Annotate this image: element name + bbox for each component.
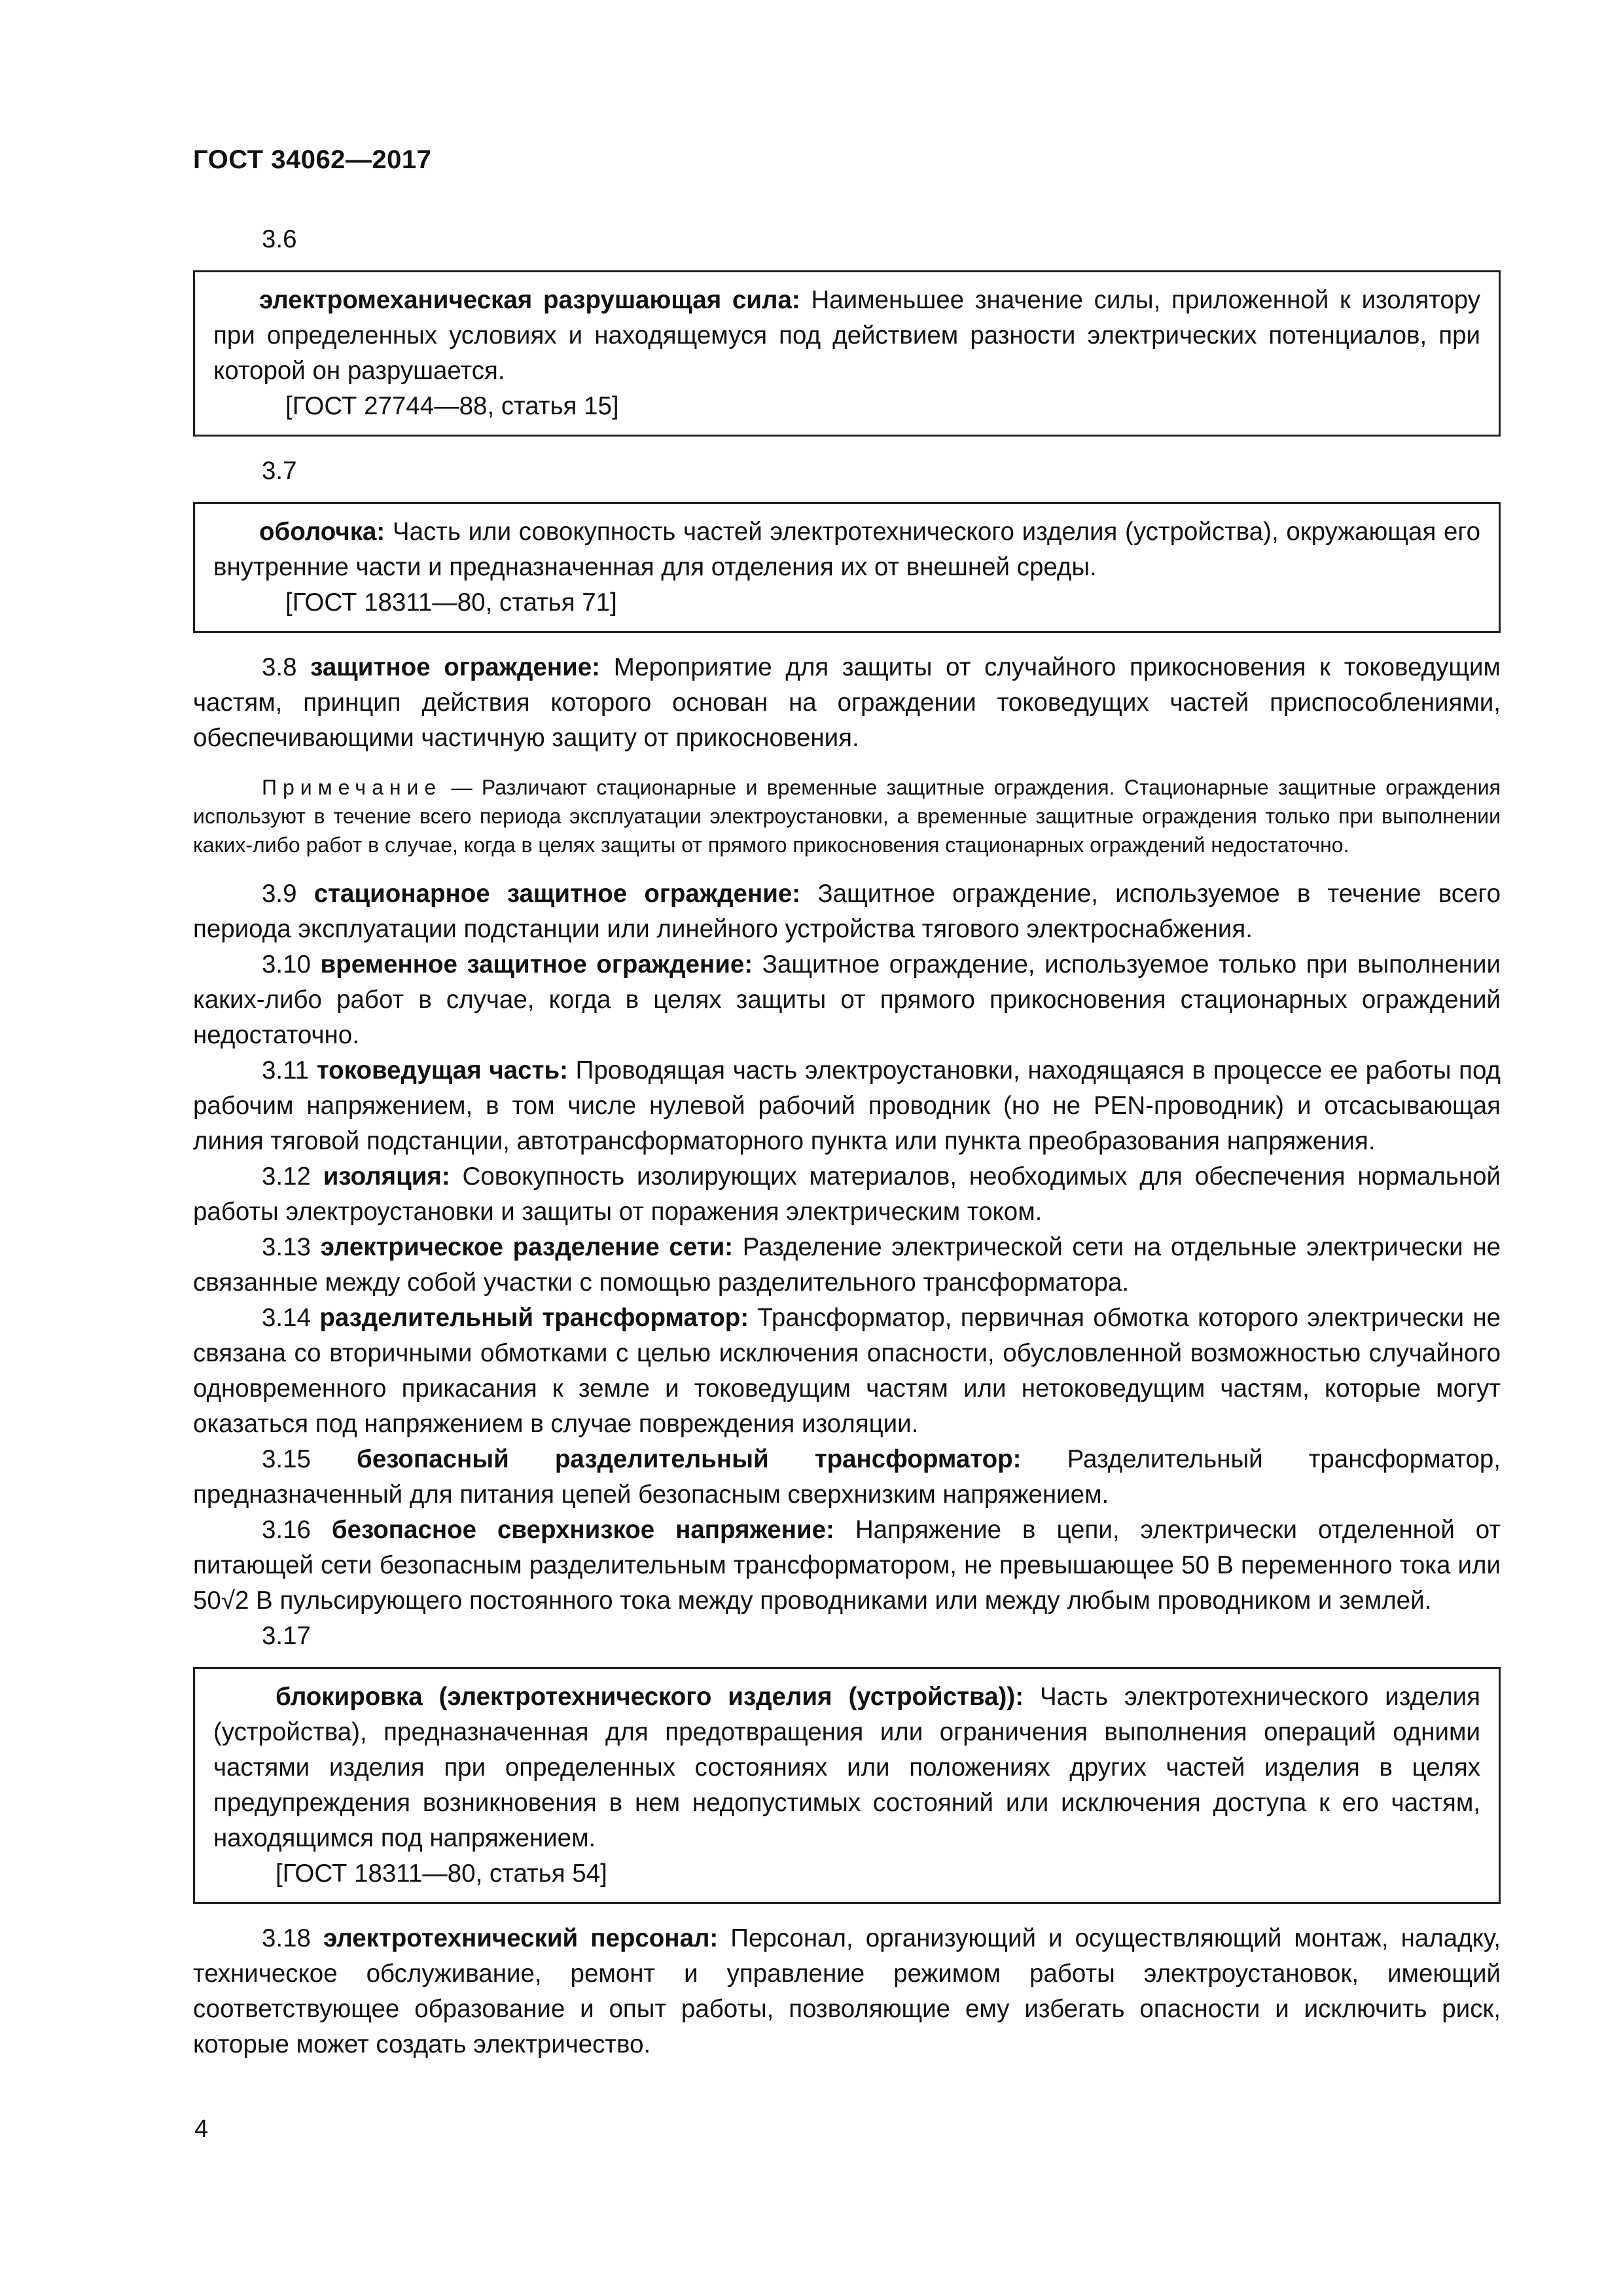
definition-3-6 [213,283,1480,389]
term-3-15: безопасный разделительный трансформатор: [357,1445,1022,1473]
entry-3-10 [193,947,1501,1053]
term-3-11: токоведущая часть: [316,1056,568,1085]
entry-number-3-18: 3.18 [262,1924,311,1952]
term-3-6: электромеханическая разрушающая сила: [259,286,800,314]
entry-number-3-13: 3.13 [262,1233,311,1261]
definition-text-3-13: Разделение электрической сети на отдельные электрически не связанные между собой участки с помощью разделительного трансформатора. [193,1233,1501,1297]
entry-number-3-11: 3.11 [262,1056,310,1085]
entry-number-3-7: 3.7 [262,457,297,485]
term-3-13: электрическое разделение сети: [320,1233,734,1261]
definition-text-3-18: Персонал, организующий и осуществляющий монтаж, наладку, техническое обслуживание, ремонт и управление режимом работы электроустановок, имеющий соответствующее образование и опыт работы, позволяющие ему избегать опасности и исключить риск, которые может создать электричество. [193,1924,1501,2058]
definition-text-3-8: Мероприятие для защиты от случайного прикосновения к токоведущим частям, принцип действия которого основан на ограждении токоведущих частей приспособлениями, обеспечивающими частичную защиту от прикосновения. [193,653,1501,752]
entry-number-3-12: 3.12 [262,1162,311,1191]
term-3-12: изоляция: [323,1162,450,1191]
standard-header: ГОСТ 34062—2017 [193,145,432,174]
source-3-7: [ГОСТ 18311—80, статья 71] [285,588,617,617]
entry-number-3-10: 3.10 [262,950,311,978]
term-3-17: блокировка (электротехнического изделия (устройства)): [276,1683,1024,1711]
definition-box-3-17 [193,1667,1501,1904]
term-3-14: разделительный трансформатор: [319,1304,749,1332]
entry-3-13 [193,1230,1501,1300]
entry-number-3-15: 3.15 [262,1445,311,1473]
entry-3-9 [193,876,1501,947]
note-label: Примечание [262,776,442,799]
definition-3-17 [213,1679,1480,1856]
definition-text-3-17: Часть электротехнического изделия (устройства), предназначенная для предотвращения или ограничения выполнения операций одними частями изделия при определенных состояниях или положениях других частей изделия в целях предупреждения возникновения в нем недопустимых состояний или исключения доступа к его частям, находящимся под напряжением. [213,1683,1480,1852]
entry-3-11 [193,1053,1501,1159]
note [193,773,1501,859]
entry-3-14 [193,1300,1501,1442]
definition-text-3-11: Проводящая часть электроустановки, находящаяся в процессе ее работы под рабочим напряжением, в том числе нулевой рабочий проводник (но не PEN-проводник) и отсасывающая линия тяговой подстанции, автотрансформаторного пункта или пункта преобразования напряжения. [193,1056,1501,1155]
definition-text-3-14: Трансформатор, первичная обмотка которого электрически не связана со вторичными обмотками с целью исключения опасности, обусловленной возможностью случайного одновременного прикасания к земле и токоведущим частям или нетоковедущим частям, которые могут оказаться под напряжением в случае повреждения изоляции. [193,1304,1501,1438]
term-3-9: стационарное защитное ограждение: [313,880,801,908]
definition-3-7 [213,514,1480,585]
term-3-18: электротехнический персонал: [323,1924,719,1952]
term-3-16: безопасное сверхнизкое напряжение: [331,1516,834,1544]
definition-box-3-7 [193,502,1501,633]
definition-text-3-10: Защитное ограждение, используемое только при выполнении каких-либо работ в случае, когда в целях защиты от прямого прикосновения стационарных ограждений недостаточно. [193,950,1501,1049]
entry-3-8 [193,650,1501,756]
entry-number-3-17: 3.17 [262,1622,311,1650]
entry-3-18 [193,1921,1501,2062]
term-3-8: защитное ограждение: [310,653,601,681]
entry-number-3-14: 3.14 [262,1304,311,1332]
definition-text-3-16: Напряжение в цепи, электрически отделенной от питающей сети безопасным разделительным трансформатором, не превышающее 50 В переменного тока или 50√2 В пульсирующего постоянного тока между проводниками или между любым проводником и землей. [193,1516,1501,1615]
document-page [193,145,1501,2062]
definition-text-3-15: Разделительный трансформатор, предназначенный для питания цепей безопасным сверхнизким напряжением. [193,1445,1501,1509]
entry-3-15 [193,1442,1501,1513]
entry-number-3-8: 3.8 [262,653,297,681]
definition-text-3-12: Совокупность изолирующих материалов, необходимых для обеспечения нормальной работы электроустановки и защиты от поражения электрическим током. [193,1162,1501,1226]
source-3-6: [ГОСТ 27744—88, статья 15] [285,392,619,420]
definition-text-3-7: Часть или совокупность частей электротехнического изделия (устройства), окружающая его внутренние части и предназначенная для отделения их от внешней среды. [213,518,1481,581]
entry-3-12 [193,1159,1501,1230]
note-text: — Различают стационарные и временные защитные ограждения. Стационарные защитные ограждения используют в течение всего периода эксплуатации электроустановки, а временные защитные ограждения только при выполнении каких-либо работ в случае, когда в целях защиты от прямого прикосновения стационарных ограждений недостаточно. [193,776,1501,857]
entry-3-16 [193,1513,1501,1619]
source-3-17: [ГОСТ 18311—80, статья 54] [276,1859,607,1888]
entry-number-3-16: 3.16 [262,1516,311,1544]
term-3-10: временное защитное ограждение: [320,950,753,978]
definition-text-3-6: Наименьшее значение силы, приложенной к изолятору при определенных условиях и находящемуся под действием разности электрических потенциалов, при которой он разрушается. [213,286,1481,385]
term-3-7: оболочка: [259,518,385,546]
definition-box-3-6 [193,270,1501,437]
definition-text-3-9: Защитное ограждение, используемое в течение всего периода эксплуатации подстанции или линейного устройства тягового электроснабжения. [193,880,1501,943]
entry-number-3-6: 3.6 [262,225,297,253]
page-number: 4 [194,2115,209,2143]
entry-number-3-9: 3.9 [262,880,297,908]
